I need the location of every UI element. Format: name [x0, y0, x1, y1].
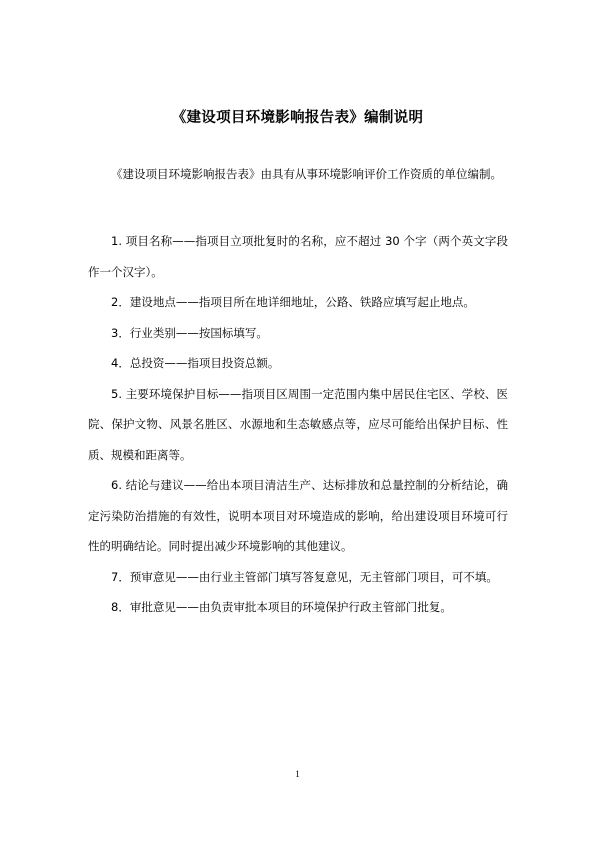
list-item-6: 6. 结论与建议——给出本项目清洁生产、达标排放和总量控制的分析结论，确定污染防治措施的有效性，说明本项目对环境造成的影响，给出建设项目环境可行性的明确结论。同时提出减少环境影响的其他建议。	[88, 478, 508, 553]
list-item-7: 7．预审意见——由行业主管部门填写答复意见，无主管部门项目，可不填。	[111, 569, 498, 584]
list-item-2: 2．建设地点——指项目所在地详细地址，公路、铁路应填写起止地点。	[111, 295, 475, 309]
list-item-3: 3．行业类别——按国标填写。	[111, 325, 268, 340]
page-number: 1	[295, 769, 300, 779]
list-item-8: 8．审批意见——由负责审批本项目的环境保护行政主管部门批复。	[111, 600, 452, 614]
instruction-list	[88, 226, 508, 623]
list-item-1: 1. 项目名称——指项目立项批复时的名称，应不超过 30 个字（两个英文字段作一个汉字）。	[88, 234, 508, 279]
intro-paragraph	[88, 160, 508, 189]
document-title: 《建设项目环境影响报告表》编制说明	[171, 110, 424, 126]
intro-text: 《建设项目环境影响报告表》由具有从事环境影响评价工作资质的单位编制。	[111, 167, 502, 181]
list-item-5: 5. 主要环境保护目标——指项目区周围一定范围内集中居民住宅区、学校、医院、保护文物、风景名胜区、水源地和生态敏感点等，应尽可能给出保护目标、性质、规模和距离等。	[88, 386, 508, 462]
list-item-4: 4．总投资——指项目投资总额。	[111, 356, 280, 370]
